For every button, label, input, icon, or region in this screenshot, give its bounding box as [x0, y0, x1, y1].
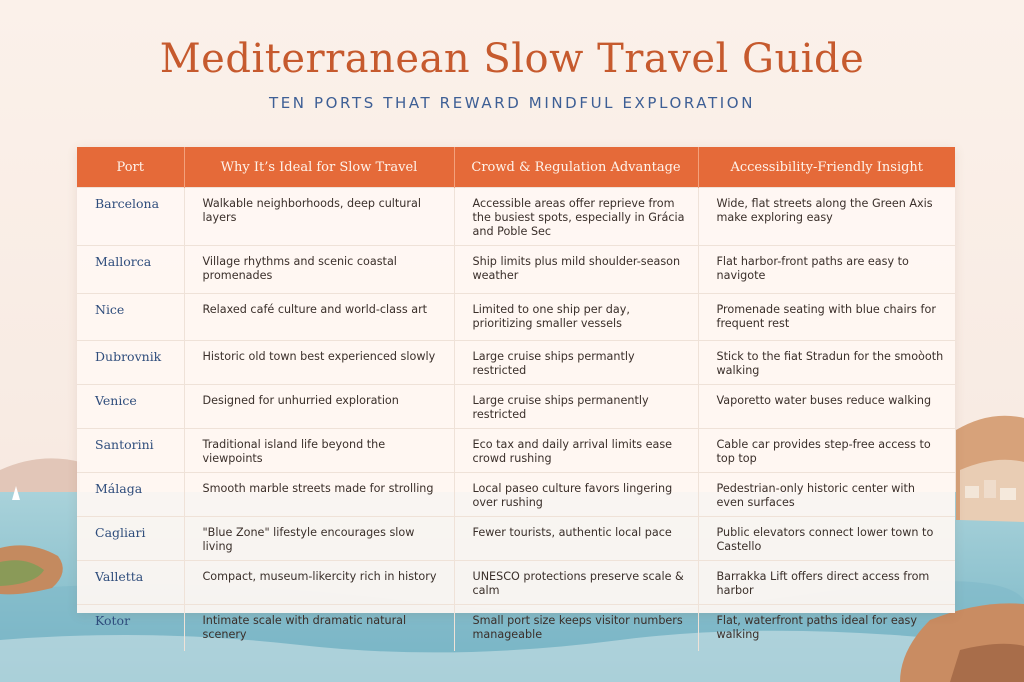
port-name: Barcelona [77, 188, 184, 246]
port-name: Málaga [77, 473, 184, 517]
why-cell: Traditional island life beyond the viewpoints [184, 429, 454, 473]
port-name: Nice [77, 294, 184, 341]
port-name: Venice [77, 385, 184, 429]
table-row [77, 246, 955, 294]
accessibility-cell: Pedestrian-only historic center with even surfaces [698, 473, 955, 517]
ports-table [77, 147, 955, 651]
crowd-cell: Accessible areas offer reprieve from the busiest spots, especially in Grácia and Poble Sec [454, 188, 698, 246]
accessibility-cell: Public elevators connect lower town to Castello [698, 517, 955, 561]
crowd-cell: Fewer tourists, authentic local pace [454, 517, 698, 561]
why-cell: Intimate scale with dramatic natural scenery [184, 605, 454, 651]
table-row [77, 473, 955, 517]
accessibility-cell: Promenade seating with blue chairs for frequent rest [698, 294, 955, 341]
port-name: Dubrovnik [77, 341, 184, 385]
why-cell: "Blue Zone" lifestyle encourages slow living [184, 517, 454, 561]
table-body [77, 188, 955, 651]
table-row [77, 385, 955, 429]
table-row [77, 294, 955, 341]
crowd-cell: UNESCO protections preserve scale & calm [454, 561, 698, 605]
header-accessibility: Accessibility-Friendly Insight [698, 147, 955, 188]
port-name: Cagliari [77, 517, 184, 561]
header-why: Why It’s Ideal for Slow Travel [184, 147, 454, 188]
why-cell: Designed for unhurried exploration [184, 385, 454, 429]
port-name: Santorini [77, 429, 184, 473]
crowd-cell: Small port size keeps visitor numbers manageable [454, 605, 698, 651]
why-cell: Village rhythms and scenic coastal promenades [184, 246, 454, 294]
table-row [77, 188, 955, 246]
header-port: Port [77, 147, 184, 188]
crowd-cell: Large cruise ships permantly restricted [454, 341, 698, 385]
why-cell: Smooth marble streets made for strolling [184, 473, 454, 517]
crowd-cell: Large cruise ships permanently restricted [454, 385, 698, 429]
accessibility-cell: Barrakka Lift offers direct access from harbor [698, 561, 955, 605]
page-subtitle: TEN PORTS THAT REWARD MINDFUL EXPLORATION [268, 94, 756, 112]
ports-table-card [77, 147, 955, 641]
table-header [77, 147, 955, 188]
port-name: Valletta [77, 561, 184, 605]
accessibility-cell: Stick to the fiat Stradun for the smoòoth walking [698, 341, 955, 385]
accessibility-cell: Cable car provides step-free access to top top [698, 429, 955, 473]
crowd-cell: Local paseo culture favors lingering over rushing [454, 473, 698, 517]
table-header-row [77, 147, 955, 188]
accessibility-cell: Wide, flat streets along the Green Axis make exploring easy [698, 188, 955, 246]
port-name: Kotor [77, 605, 184, 651]
accessibility-cell: Vaporetto water buses reduce walking [698, 385, 955, 429]
header-crowd: Crowd & Regulation Advantage [454, 147, 698, 188]
port-name: Mallorca [77, 246, 184, 294]
why-cell: Relaxed café culture and world-class art [184, 294, 454, 341]
accessibility-cell: Flat harbor-front paths are easy to navigote [698, 246, 955, 294]
crowd-cell: Eco tax and daily arrival limits ease crowd rushing [454, 429, 698, 473]
table-row [77, 561, 955, 605]
table-row [77, 605, 955, 651]
table-row [77, 517, 955, 561]
table-row [77, 429, 955, 473]
why-cell: Compact, museum-likercity rich in history [184, 561, 454, 605]
why-cell: Walkable neighborhoods, deep cultural layers [184, 188, 454, 246]
accessibility-cell: Flat, waterfront paths ideal for easy walking [698, 605, 955, 651]
crowd-cell: Ship limits plus mild shoulder-season weather [454, 246, 698, 294]
why-cell: Historic old town best experienced slowly [184, 341, 454, 385]
page-title: Mediterranean Slow Travel Guide [159, 36, 865, 82]
crowd-cell: Limited to one ship per day, prioritizing smaller vessels [454, 294, 698, 341]
table-row [77, 341, 955, 385]
